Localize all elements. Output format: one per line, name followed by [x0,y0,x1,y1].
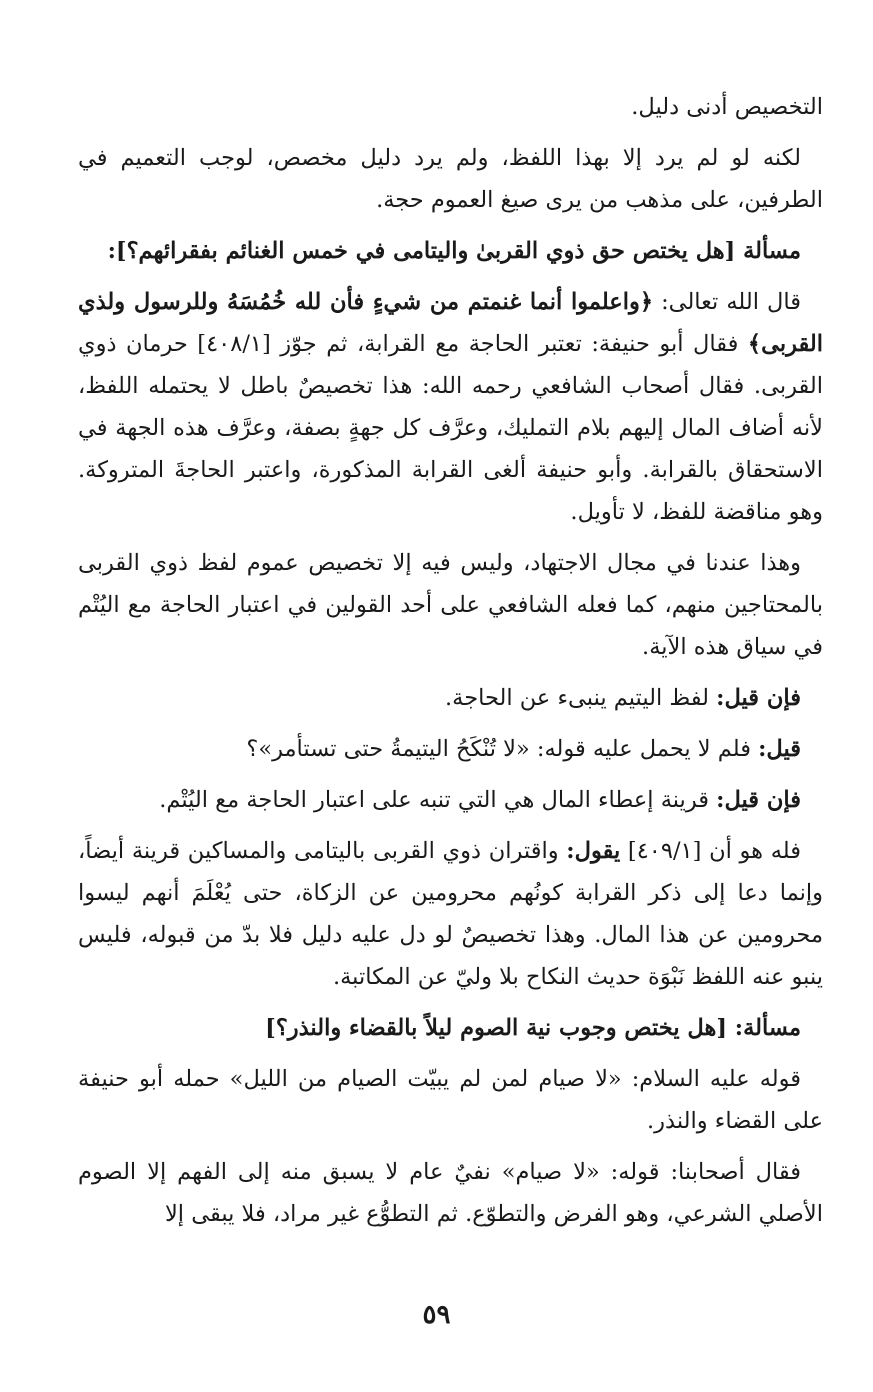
objection-label: فإن قيل: [716,685,801,711]
page-number: ٥٩ [422,1300,451,1330]
paragraph-response-kinship [78,830,823,998]
paragraph-ijtihad: وهذا عندنا في مجال الاجتهاد، وليس فيه إلا تخصيص عموم لفظ ذوي القربى بالمحتاجين منهم، كما فعله الشافعي على أحد القولين في اعتبار الحاجة مع اليُتْم في سياق هذه الآية. [78,550,823,660]
section-heading-kinship-share: مسألة [هل يختص حق ذوي القربىٰ واليتامى في خمس الغنائم بفقرائهم؟]: [107,238,801,264]
book-page-body [78,86,823,1244]
paragraph-continuation: التخصيص أدنى دليل. [631,94,823,120]
paragraph-objection-context [78,779,823,821]
quran-verse: ﴿واعلموا أنما غنمتم من شيءٍ فأن لله خُمُسَهُ وللرسول ولذي القربى﴾ [78,289,823,357]
objection-text: لفظ اليتيم ينبىء عن الحاجة. [444,685,717,711]
response-intro: فله هو أن [٤٠٩/١] [620,838,802,864]
paragraph-hadith-fasting: قوله عليه السلام: «لا صيام لمن لم يبيّت الصيام من الليل» حمله أبو حنيفة على القضاء والنذر. [78,1066,823,1134]
verse-intro: قال الله تعالى: [653,289,801,315]
section-heading-fasting-intention: مسألة: [هل يختص وجوب نية الصوم ليلاً بالقضاء والنذر؟] [265,1015,801,1041]
paragraph-companions-view: فقال أصحابنا: قوله: «لا صيام» نفيٌ عام لا يسبق منه إلى الفهم إلا الصوم الأصلي الشرعي، وهو الفرض والتطوّع. ثم التطوُّع غير مراد، فلا يبقى إلا [78,1159,823,1227]
response-text: واقتران ذوي القربى باليتامى والمساكين قرينة أيضاً، وإنما دعا إلى ذكر القرابة كونُهم محرومين عن الزكاة، حتى يُعْلَمَ أنهم ليسوا محرومين عن هذا المال. وهذا تخصيصٌ لو دل عليه دليل فلا بدّ من قبوله، فليس ينبو عنه اللفظ نَبْوَة حديث النكاح بلا وليّ عن المكاتبة. [78,838,823,990]
paragraph-reply-orphan [78,728,823,770]
paragraph-quranic-verse [78,281,823,533]
reply-label: قيل: [758,736,801,762]
paragraph-objection-orphan [78,677,823,719]
response-label: يقول: [566,838,621,864]
verse-discussion: فقال أبو حنيفة: تعتبر الحاجة مع القرابة، ثم جوّز [٤٠٨/١] حرمان ذوي القربى. فقال أصحاب الشافعي رحمه الله: هذا تخصيصٌ باطل لا يحتمله اللفظ، لأنه أضاف المال إليهم بلام التمليك، وعرَّف كل جهةٍ بصفة، وعرَّف هذه الجهة في الاستحقاق بالقرابة. وأبو حنيفة ألغى القرابة المذكورة، واعتبر الحاجةَ المتروكة. وهو مناقضة للفظ، لا تأويل. [78,331,823,525]
objection-label: فإن قيل: [716,787,801,813]
reply-text: فلم لا يحمل عليه قوله: «لا تُنْكَحُ اليتيمةُ حتى تستأمر»؟ [246,736,759,762]
objection-text: قرينة إعطاء المال هي التي تنبه على اعتبار الحاجة مع اليُتْم. [159,787,717,813]
paragraph-generalization: لكنه لو لم يرد إلا بهذا اللفظ، ولم يرد دليل مخصص، لوجب التعميم في الطرفين، على مذهب من يرى صيغ العموم حجة. [78,145,823,213]
